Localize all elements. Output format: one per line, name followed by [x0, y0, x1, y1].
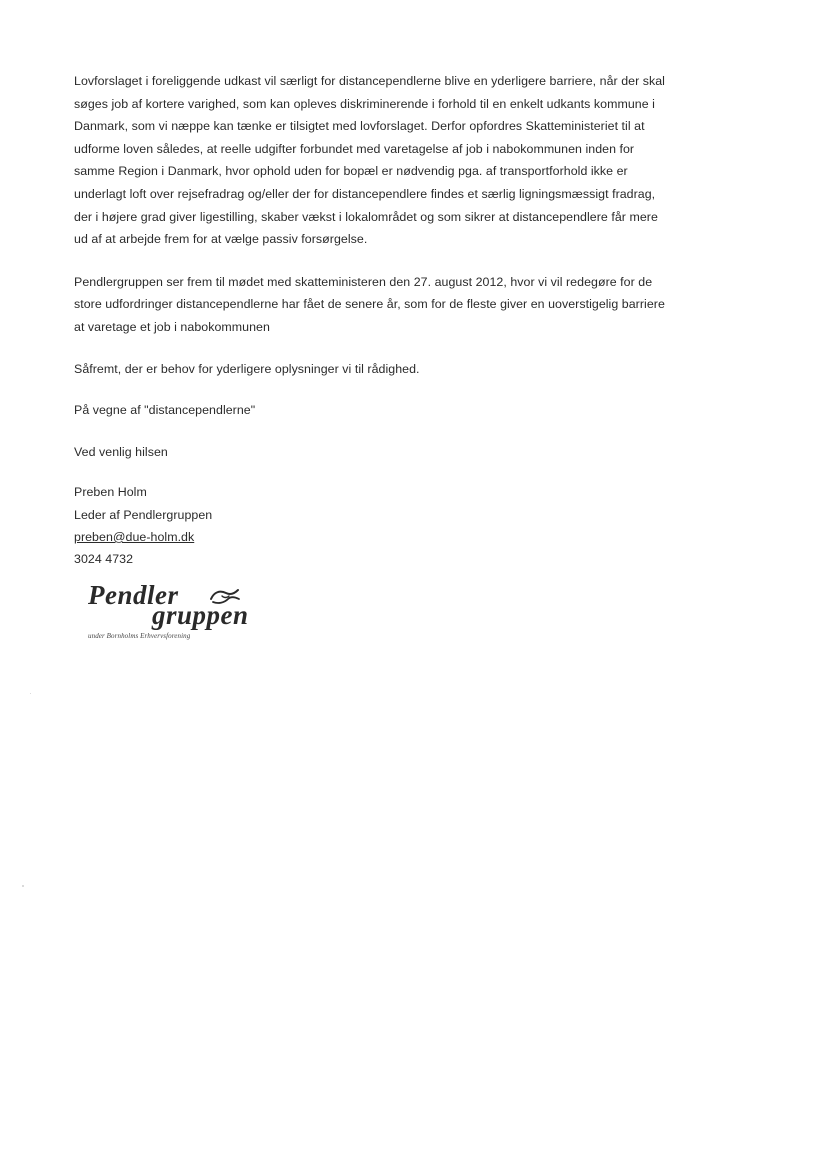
pendlergruppen-logo — [86, 580, 266, 650]
signer-phone: 3024 4732 — [74, 552, 134, 567]
signer-name: Preben Holm — [74, 485, 147, 500]
scan-speck — [30, 693, 31, 694]
text-line: der i højere grad giver ligestilling, skaber vækst i lokalområdet og som sikrer at distancependlere får mere — [74, 209, 658, 224]
text-line: Lovforslaget i foreliggende udkast vil særligt for distancependlerne blive en yderligere barriere, når der skal — [74, 74, 665, 88]
text-line: Såfremt, der er behov for yderligere oplysninger vi til rådighed. — [74, 361, 420, 376]
letter-body — [74, 70, 754, 571]
text-line: Danmark, som vi næppe kan tænke er tilsigtet med lovforslaget. Derfor opfordres Skatteministeriet til at — [74, 119, 645, 134]
paragraph-4 — [74, 399, 754, 422]
paragraph-3 — [74, 358, 754, 381]
text-line: udforme loven således, at reelle udgifter forbundet med varetagelse af job i nabokommunen inden for — [74, 141, 635, 156]
text-line: På vegne af "distancependlerne" — [74, 403, 256, 418]
text-line: Pendlergruppen ser frem til mødet med skatteministeren den 27. august 2012, hvor vi vil redegøre for de — [74, 274, 653, 289]
text-line: søges job af kortere varighed, som kan opleves diskriminerende i forhold til en enkelt udkants kommune i — [74, 96, 655, 111]
logo-tagline: under Bornholms Erhvervsforening — [88, 632, 191, 640]
logo-word-gruppen: gruppen — [152, 600, 249, 630]
closing-line — [74, 441, 754, 464]
paragraph-1 — [74, 70, 754, 251]
logo-word-pendler: Pendler — [88, 580, 179, 610]
signature-block — [74, 481, 754, 570]
text-line: at varetage et job i nabokommunen — [74, 319, 270, 334]
signer-title: Leder af Pendlergruppen — [74, 507, 213, 522]
text-line: ud af at arbejde frem for at vælge passiv forsørgelse. — [74, 232, 368, 247]
paragraph-2 — [74, 271, 754, 339]
text-line: Ved venlig hilsen — [74, 444, 168, 459]
scan-speck — [22, 885, 24, 887]
text-line: samme Region i Danmark, hvor ophold uden for bopæl er nødvendig pga. af transportforhold ikke er — [74, 164, 628, 179]
text-line: store udfordringer distancependlerne har fået de senere år, som for de fleste giver en uoverstigelig barriere — [74, 297, 665, 312]
text-line: underlagt loft over rejsefradrag og/eller der for distancependlere findes et særlig ligningsmæssigt fradrag, — [74, 186, 656, 201]
email-link[interactable]: preben@due-holm.dk — [74, 529, 195, 544]
